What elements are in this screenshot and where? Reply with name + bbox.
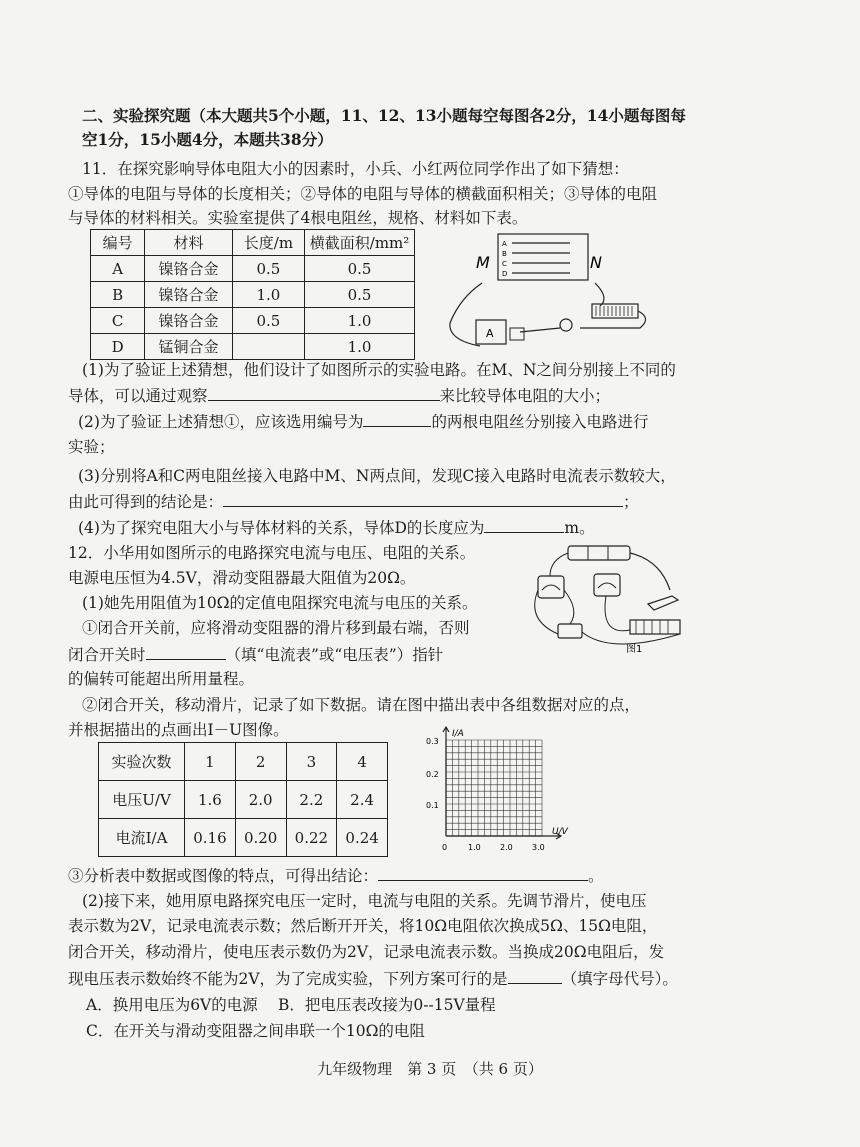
table-cell: 2.4 bbox=[337, 781, 388, 819]
x-tick-label: 1.0 bbox=[468, 843, 481, 852]
table-header: 实验次数 bbox=[99, 743, 185, 781]
answer-blank[interactable] bbox=[146, 643, 226, 660]
option-c: C．在开关与滑动变阻器之间串联一个10Ω的电阻 bbox=[86, 1022, 425, 1040]
page-footer: 九年级物理 第 3 页 （共 6 页） bbox=[317, 1060, 543, 1078]
q11-hypothesis-line1: ①导体的电阻与导体的长度相关；②导体的电阻与导体的横截面积相关；③导体的电阻 bbox=[68, 185, 658, 203]
text: 导体，可以通过观察 bbox=[68, 387, 208, 405]
q11-material-table bbox=[90, 229, 415, 360]
table-header: 4 bbox=[337, 743, 388, 781]
table-cell: 1.6 bbox=[185, 781, 236, 819]
y-tick-label: 0.1 bbox=[426, 801, 439, 810]
table-header: 长度/m bbox=[232, 230, 304, 256]
q11-hypothesis-line2: 与导体的材料相关。实验室提供了4根电阻丝，规格、材料如下表。 bbox=[68, 209, 528, 227]
wire-label: B bbox=[502, 250, 507, 258]
ammeter-symbol: A bbox=[486, 327, 494, 340]
table-cell: 0.22 bbox=[286, 819, 337, 857]
terminal-n-label: N bbox=[590, 253, 602, 272]
text: （填字母代号）。 bbox=[561, 970, 678, 988]
table-cell: 0.5 bbox=[305, 256, 415, 282]
answer-blank[interactable] bbox=[484, 516, 564, 533]
q11-circuit-figure bbox=[440, 228, 670, 358]
text: 。 bbox=[588, 867, 604, 885]
text: 来比较导体电阻的大小； bbox=[439, 387, 611, 405]
table-cell: D bbox=[91, 334, 145, 360]
text: 现电压表示数始终不能为2V，为了完成实验，下列方案可行的是 bbox=[68, 970, 508, 988]
q12-line6: 的偏转可能超出所用量程。 bbox=[68, 670, 255, 688]
table-cell: 0.16 bbox=[185, 819, 236, 857]
q12-line4: ①闭合开关前，应将滑动变阻器的滑片移到最右端，否则 bbox=[82, 619, 470, 637]
q11-part2-line2: 实验； bbox=[68, 438, 115, 456]
table-cell: 2.0 bbox=[235, 781, 286, 819]
answer-blank[interactable] bbox=[508, 967, 562, 984]
q11-part1-line2 bbox=[68, 384, 610, 407]
table-cell: 2.2 bbox=[286, 781, 337, 819]
text: ③分析表中数据或图像的特点，可得出结论： bbox=[68, 867, 379, 885]
table-cell: 0.20 bbox=[235, 819, 286, 857]
q12-conclusion-line bbox=[68, 864, 604, 887]
wire-label: A bbox=[502, 240, 507, 248]
q11-part3-line1: (3)分别将A和C两电阻丝接入电路中M、N两点间，发现C接入电路时电流表示数较大， bbox=[78, 467, 676, 485]
answer-blank[interactable] bbox=[378, 864, 588, 881]
x-tick-label: 3.0 bbox=[532, 843, 545, 852]
table-cell: 1.0 bbox=[305, 334, 415, 360]
y-tick-label: 0.2 bbox=[426, 770, 439, 779]
x-tick-label: 2.0 bbox=[500, 843, 513, 852]
table-cell: 1.0 bbox=[305, 308, 415, 334]
table-cell: C bbox=[91, 308, 145, 334]
table-cell: 镍铬合金 bbox=[145, 282, 233, 308]
q11-intro: 11．在探究影响导体电阻大小的因素时，小兵、小红两位同学作出了如下猜想： bbox=[82, 160, 629, 178]
wire-label: D bbox=[502, 270, 508, 278]
q11-part2-line1 bbox=[78, 410, 648, 433]
q12-data-table bbox=[98, 742, 388, 857]
q11-part3-line2 bbox=[68, 490, 639, 513]
table-cell: 镍铬合金 bbox=[145, 256, 233, 282]
table-header: 2 bbox=[235, 743, 286, 781]
section-heading-line2: 空1分，15小题4分，本题共38分） bbox=[82, 130, 333, 149]
text: 的两根电阻丝分别接入电路进行 bbox=[431, 413, 649, 431]
section-heading-line1: 二、实验探究题（本大题共5个小题，11、12、13小题每空每图各2分，14小题每图每 bbox=[82, 106, 686, 125]
table-cell: A bbox=[91, 256, 145, 282]
answer-blank[interactable] bbox=[223, 490, 623, 507]
y-axis-label: I/A bbox=[452, 729, 464, 739]
graph-grid bbox=[443, 727, 561, 839]
q12-part2-line3: 闭合开关，移动滑片，使电压表示数仍为2V，记录电流表示数。当换成20Ω电阻后，发 bbox=[68, 943, 665, 961]
q12-part2-line4 bbox=[68, 967, 678, 990]
q12-intro: 12．小华用如图所示的电路探究电流与电压、电阻的关系。 bbox=[68, 544, 476, 562]
q12-part2-line1: (2)接下来，她用原电路探究电压一定时，电流与电阻的关系。先调节滑片，使电压 bbox=[82, 892, 647, 910]
table-cell: 锰铜合金 bbox=[145, 334, 233, 360]
answer-blank[interactable] bbox=[208, 384, 440, 401]
table-cell: 镍铬合金 bbox=[145, 308, 233, 334]
q11-part1-line1: (1)为了验证上述猜想，他们设计了如图所示的实验电路。在M、N之间分别接上不同的 bbox=[82, 361, 676, 379]
q12-line7: ②闭合开关，移动滑片，记录了如下数据。请在图中描出表中各组数据对应的点， bbox=[82, 696, 641, 714]
table-cell: 0.5 bbox=[232, 308, 304, 334]
table-cell: 0.24 bbox=[337, 819, 388, 857]
iu-grid-graph[interactable] bbox=[420, 722, 580, 856]
table-header: 材料 bbox=[145, 230, 233, 256]
figure-label: 图1 bbox=[626, 644, 643, 655]
table-header: 编号 bbox=[91, 230, 145, 256]
table-header: 3 bbox=[286, 743, 337, 781]
text: (4)为了探究电阻大小与导体材料的关系，导体D的长度应为 bbox=[78, 519, 485, 537]
q12-line2: 电源电压恒为4.5V，滑动变阻器最大阻值为20Ω。 bbox=[68, 569, 416, 587]
text: 闭合开关时 bbox=[68, 646, 146, 664]
table-cell: 0.5 bbox=[232, 256, 304, 282]
q12-part2-line2: 表示数为2V，记录电流表示数；然后断开开关，将10Ω电阻依次换成5Ω、15Ω电阻， bbox=[68, 917, 658, 935]
x-axis-label: U/V bbox=[552, 827, 568, 837]
table-cell: 电流I/A bbox=[99, 819, 185, 857]
table-cell: 电压U/V bbox=[99, 781, 185, 819]
table-cell: 0.5 bbox=[305, 282, 415, 308]
q11-part4-line bbox=[78, 516, 595, 539]
table-cell: 1.0 bbox=[232, 282, 304, 308]
text: （填“电流表”或“电压表”）指针 bbox=[225, 646, 444, 664]
axis-arrow bbox=[443, 727, 561, 839]
wire-label: C bbox=[502, 260, 507, 268]
table-cell bbox=[232, 334, 304, 360]
q12-line3: (1)她先用阻值为10Ω的定值电阻探究电流与电压的关系。 bbox=[82, 594, 478, 612]
text: (2)为了验证上述猜想①，应该选用编号为 bbox=[78, 413, 364, 431]
x-tick-label: 0 bbox=[442, 843, 448, 852]
q12-circuit-figure bbox=[520, 540, 690, 660]
option-b: B．把电压表改接为0--15V量程 bbox=[278, 996, 496, 1014]
q12-line5 bbox=[68, 643, 443, 666]
text: m。 bbox=[564, 519, 595, 537]
terminal-m-label: M bbox=[476, 253, 490, 272]
text: ； bbox=[623, 493, 639, 511]
table-cell: B bbox=[91, 282, 145, 308]
table-header: 1 bbox=[185, 743, 236, 781]
text: 由此可得到的结论是： bbox=[68, 493, 224, 511]
answer-blank[interactable] bbox=[363, 410, 431, 427]
table-header: 横截面积/mm² bbox=[305, 230, 415, 256]
option-a: A．换用电压为6V的电源 bbox=[86, 996, 258, 1014]
y-tick-label: 0.3 bbox=[426, 737, 439, 746]
q12-line8: 并根据描出的点画出I－U图像。 bbox=[68, 721, 289, 739]
